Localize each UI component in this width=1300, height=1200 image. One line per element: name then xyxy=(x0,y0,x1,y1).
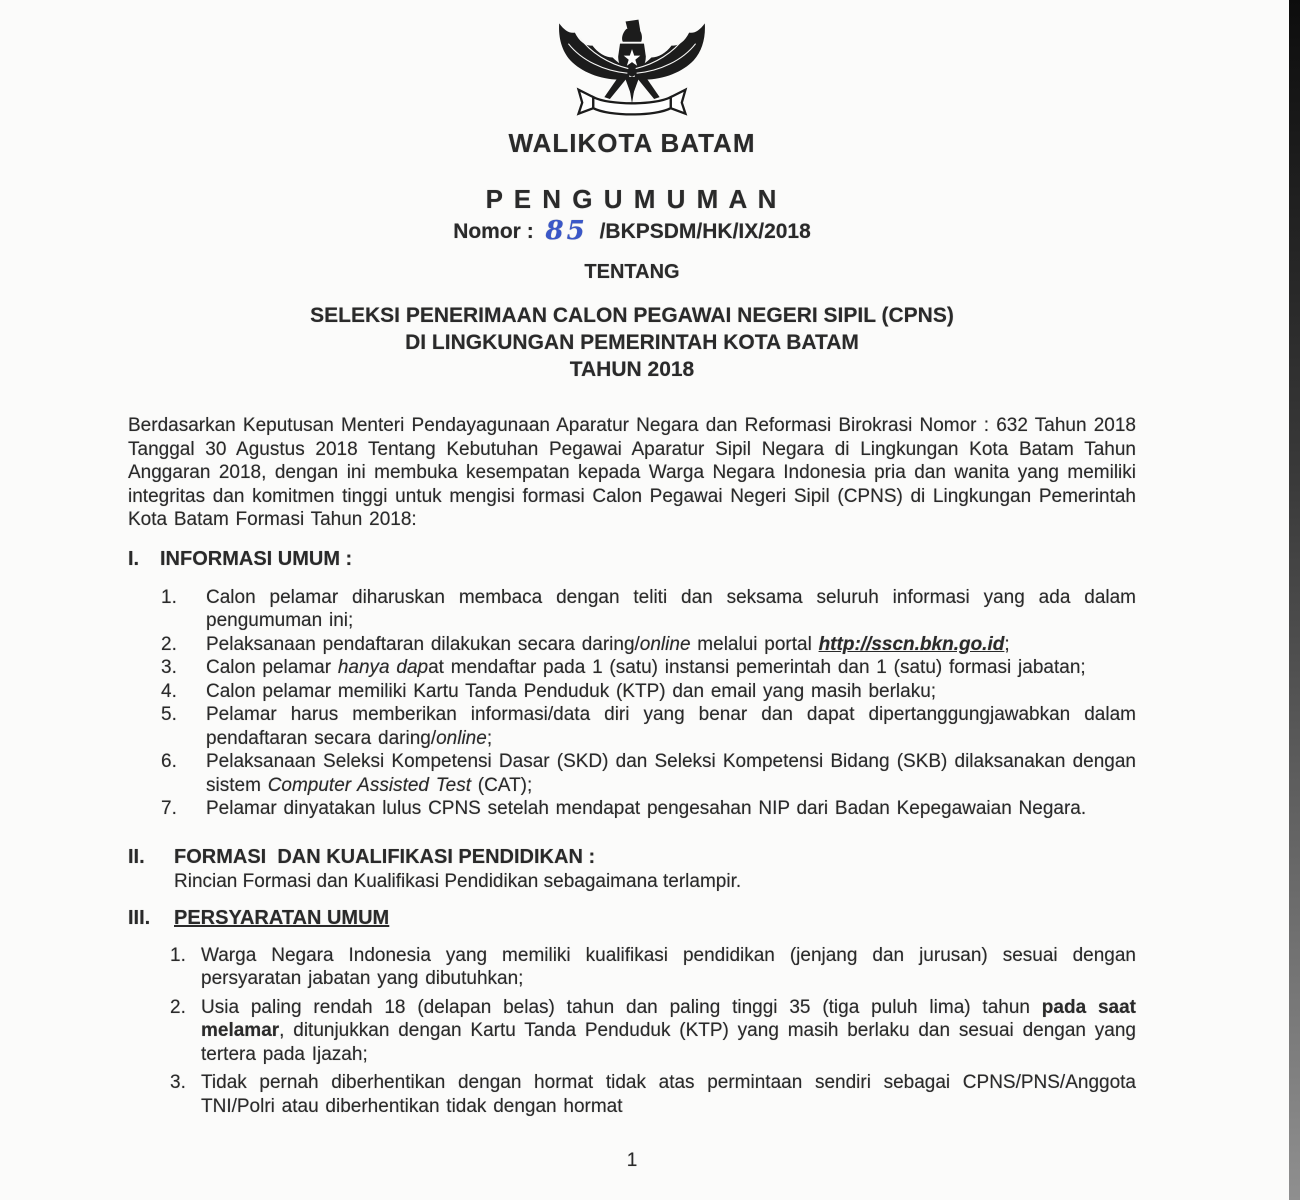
item-text: Pelaksanaan pendaftaran dilakukan secara daring/online melalui portal http://sscn.bkn.go.id; xyxy=(206,633,1010,655)
item-text: Tidak pernah diberhentikan dengan hormat tidak atas permintaan sendiri sebagai CPNS/PNS/Anggota TNI/Polri atau diberhentikan tidak dengan hormat xyxy=(201,1072,1136,1117)
item-number: 3. xyxy=(170,1072,186,1093)
list-item xyxy=(128,680,1136,704)
item-number: 3. xyxy=(161,657,177,678)
number-suffix: /BKPSDM/HK/IX/2018 xyxy=(599,220,811,243)
announcement-document xyxy=(128,0,1136,1171)
section-heading-informasi-umum xyxy=(128,548,1136,571)
item-text: Calon pelamar hanya dapat mendaftar pada 1 (satu) instansi pemerintah dan 1 (satu) formasi jabatan; xyxy=(206,657,1086,678)
item-number: 5. xyxy=(161,704,177,725)
document-type-heading: P E N G U M U M A N xyxy=(485,184,779,214)
list-item xyxy=(128,656,1136,680)
item-text: Pelamar harus memberikan informasi/data diri yang benar dan dapat dipertanggungjawabkan dalam pendaftaran secara daring/online; xyxy=(206,704,1136,749)
document-number-line xyxy=(128,217,1136,244)
item-number: 7. xyxy=(161,798,177,819)
about-label: TENTANG xyxy=(584,261,680,283)
item-number: 2. xyxy=(170,996,186,1018)
title-line-3: TAHUN 2018 xyxy=(569,358,695,381)
number-label: Nomor : xyxy=(453,220,534,243)
formasi-note: Rincian Formasi dan Kualifikasi Pendidikan sebagaimana terlampir. xyxy=(174,870,742,892)
scan-edge-shadow xyxy=(1289,0,1300,1200)
list-item xyxy=(128,996,1136,1067)
garuda-pancasila-emblem-icon xyxy=(536,16,728,122)
section-heading-formasi xyxy=(128,846,1136,869)
item-number: 2. xyxy=(161,633,177,655)
list-item xyxy=(128,703,1136,750)
section-number: I. xyxy=(128,547,140,570)
item-text: Pelamar dinyatakan lulus CPNS setelah mendapat pengesahan NIP dari Badan Kepegawaian Negara. xyxy=(206,798,1087,819)
document-title xyxy=(128,302,1136,383)
list-item xyxy=(128,944,1136,991)
informasi-umum-list xyxy=(128,586,1136,821)
section-number: III. xyxy=(128,906,151,929)
item-number: 4. xyxy=(161,680,177,702)
intro-paragraph: Berdasarkan Keputusan Menteri Pendayagunaan Aparatur Negara dan Reformasi Birokrasi Nomor : 632 Tahun 2018 Tanggal 30 Agustus 2018 Tentang Kebutuhan Pegawai Aparatur Sipil Negara di Lingkungan Kota Batam Tahun Anggaran 2018, dengan ini membuka kesempatan kepada Warga Negara Indonesia pria dan wanita yang memiliki integritas dan komitmen tinggi untuk mengisi formasi Calon Pegawai Negeri Sipil (CPNS) di Lingkungan Pemerintah Kota Batam Formasi Tahun 2018: xyxy=(128,415,1136,530)
page-number: 1 xyxy=(626,1150,638,1171)
list-item xyxy=(128,586,1136,633)
item-number: 6. xyxy=(161,751,177,772)
persyaratan-umum-list xyxy=(128,944,1136,1119)
item-text: Calon pelamar memiliki Kartu Tanda Penduduk (KTP) dan email yang masih berlaku; xyxy=(206,680,937,702)
section-heading-persyaratan-umum xyxy=(128,907,1136,930)
item-text: Calon pelamar diharuskan membaca dengan teliti dan seksama seluruh informasi yang ada dalam pengumuman ini; xyxy=(206,586,1136,631)
item-text: Pelaksanaan Seleksi Kompetensi Dasar (SKD) dan Seleksi Kompetensi Bidang (SKB) dilaksanakan dengan sistem Computer Assisted Test (CAT); xyxy=(206,751,1136,796)
list-item xyxy=(128,750,1136,797)
list-item xyxy=(128,797,1136,821)
item-number: 1. xyxy=(170,944,186,966)
item-text: Usia paling rendah 18 (delapan belas) tahun dan paling tinggi 35 (tiga puluh lima) tahun pada saat melamar, ditunjukkan dengan Kartu Tanda Penduduk (KTP) yang masih berlaku dan sesuai dengan yang tertera pada Ijazah; xyxy=(201,996,1136,1065)
handwritten-number: 85 xyxy=(545,216,588,246)
item-number: 1. xyxy=(161,586,177,608)
title-line-2: DI LINGKUNGAN PEMERINTAH KOTA BATAM xyxy=(405,331,859,354)
section-title: PERSYARATAN UMUM xyxy=(174,906,390,929)
section-number: II. xyxy=(128,845,145,868)
section-title: INFORMASI UMUM : xyxy=(160,547,353,570)
list-item xyxy=(128,1071,1136,1118)
list-item xyxy=(128,633,1136,657)
item-text: Warga Negara Indonesia yang memiliki kualifikasi pendidikan (jenjang dan jurusan) sesuai dengan persyaratan jabatan yang dibutuhkan; xyxy=(201,944,1136,989)
authority-title: WALIKOTA BATAM xyxy=(508,128,756,158)
section-title: FORMASI DAN KUALIFIKASI PENDIDIKAN : xyxy=(174,845,596,868)
title-line-1: SELEKSI PENERIMAAN CALON PEGAWAI NEGERI SIPIL (CPNS) xyxy=(310,304,954,327)
